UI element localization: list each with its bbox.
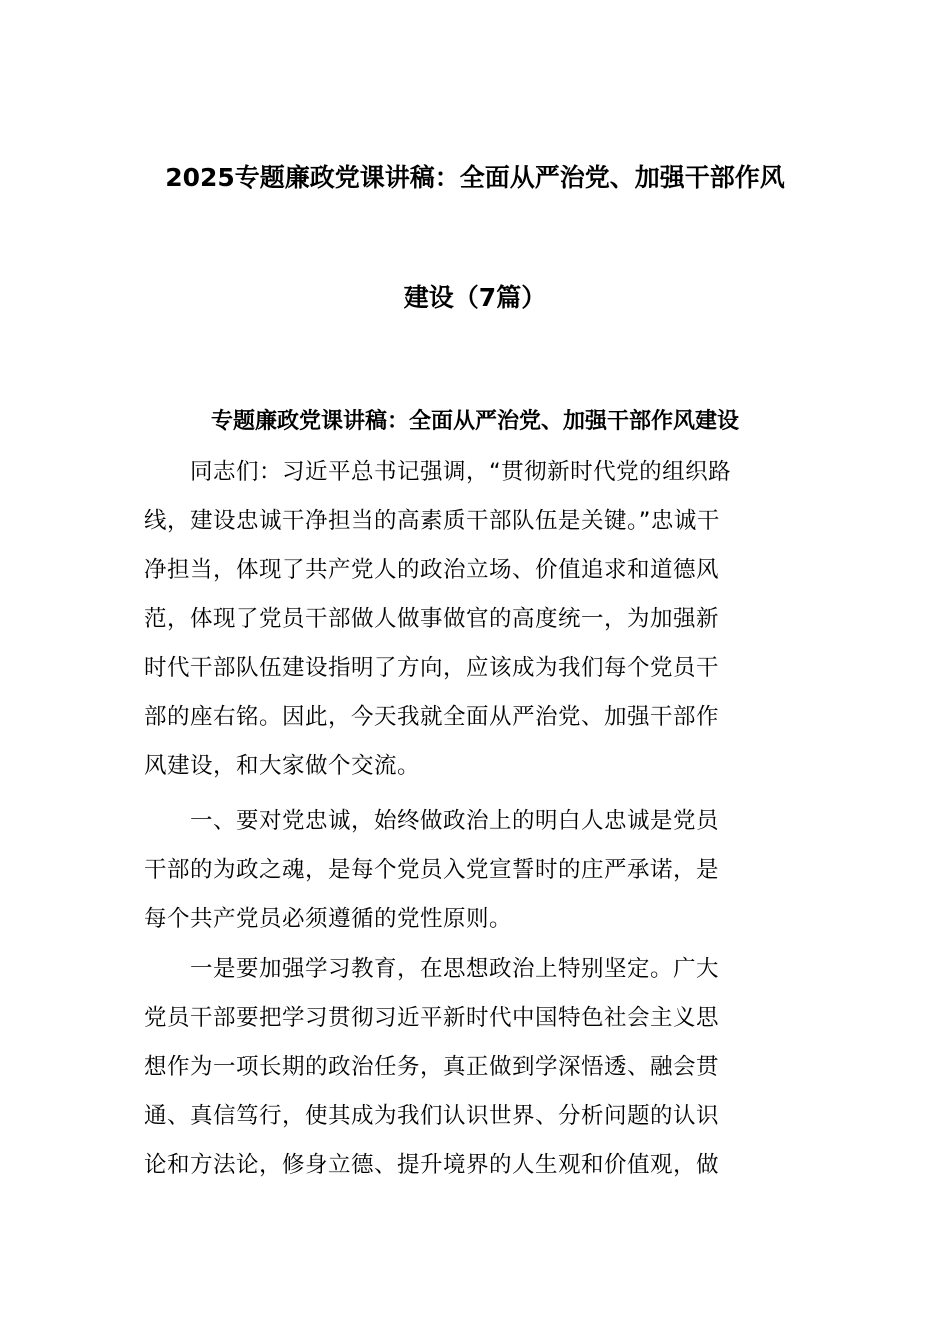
paragraph-line: 时代干部队伍建设指明了方向，应该成为我们每个党员干 bbox=[144, 655, 720, 681]
section-subtitle: 专题廉政党课讲稿：全面从严治党、加强干部作风建设 bbox=[210, 409, 739, 434]
paragraph-line: 一、要对党忠诚，始终做政治上的明白人忠诚是党员 bbox=[144, 808, 720, 834]
paragraph-line: 干部的为政之魂，是每个党员入党宣誓时的庄严承诺，是 bbox=[144, 857, 720, 883]
paragraph-line: 净担当，体现了共产党人的政治立场、价值追求和道德风 bbox=[144, 557, 720, 583]
paragraph-3 bbox=[144, 945, 806, 1190]
paragraph-2 bbox=[144, 797, 806, 944]
paragraph-line: 风建设，和大家做个交流。 bbox=[144, 753, 421, 779]
paragraph-line: 范，体现了党员干部做人做事做官的高度统一，为加强新 bbox=[144, 606, 720, 632]
paragraph-line: 部的座右铭。因此，今天我就全面从严治党、加强干部作 bbox=[144, 704, 720, 730]
paragraph-line: 线，建设忠诚干净担当的高素质干部队伍是关键。”忠诚干 bbox=[144, 508, 720, 534]
paragraph-1 bbox=[144, 448, 806, 791]
paragraph-line: 党员干部要把学习贯彻习近平新时代中国特色社会主义思 bbox=[144, 1005, 720, 1031]
paragraph-line: 论和方法论，修身立德、提升境界的人生观和价值观，做 bbox=[144, 1152, 720, 1178]
paragraph-line: 一是要加强学习教育，在思想政治上特别坚定。广大 bbox=[144, 956, 720, 982]
paragraph-line: 通、真信笃行，使其成为我们认识世界、分析问题的认识 bbox=[144, 1103, 720, 1129]
paragraph-line: 同志们：习近平总书记强调，“贯彻新时代党的组织路 bbox=[144, 459, 732, 485]
paragraph-line: 想作为一项长期的政治任务，真正做到学深悟透、融会贯 bbox=[144, 1054, 720, 1080]
document-title-line-1: 2025专题廉政党课讲稿：全面从严治党、加强干部作风 bbox=[165, 163, 785, 192]
document-title-line-2: 建设（7篇） bbox=[403, 283, 547, 312]
paragraph-line: 每个共产党员必须遵循的党性原则。 bbox=[144, 906, 513, 932]
